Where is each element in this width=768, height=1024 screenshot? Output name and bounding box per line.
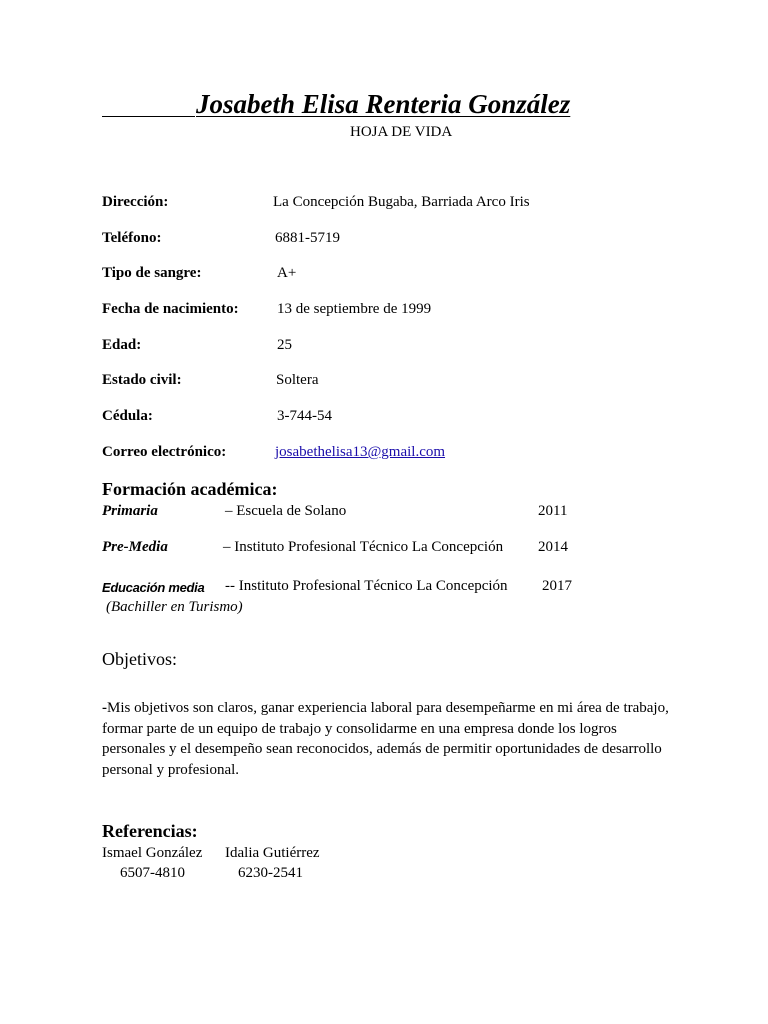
address-label: Dirección: (102, 194, 169, 210)
email-link[interactable]: josabethelisa13@gmail.com (275, 444, 446, 460)
birth-date-value: 13 de septiembre de 1999 (277, 301, 432, 317)
birth-date-label: Fecha de nacimiento: (102, 301, 239, 317)
education-year-primary: 2011 (538, 503, 568, 519)
objectives-heading: Objetivos: (102, 649, 177, 669)
marital-status-label: Estado civil: (102, 372, 182, 388)
id-card-value: 3-744-54 (277, 408, 332, 424)
education-heading: Formación académica: (102, 479, 278, 499)
reference-phone-1: 6507-4810 (120, 865, 185, 881)
education-year-premedia: 2014 (538, 539, 568, 555)
reference-name-1: Ismael González (102, 845, 203, 861)
document-subtitle: HOJA DE VIDA (350, 124, 453, 140)
age-value: 25 (277, 337, 292, 353)
objectives-paragraph (102, 698, 677, 780)
address-value: La Concepción Bugaba, Barriada Arco Iris (273, 194, 530, 210)
name-underline (102, 116, 195, 117)
education-year-media: 2017 (542, 578, 572, 594)
education-level-primary: Primaria (102, 503, 158, 519)
reference-phone-2: 6230-2541 (238, 865, 303, 881)
objectives-text: Mis objetivos son claros, ganar experiencia laboral para desempeñarme en mi área de trabajo, formar parte de un equipo de trabajo y consolidarme en una empresa donde los logros personales y el desempeño sean reconocidos, además de permitir oportunidades de desarrollo personal y profesional. (102, 700, 669, 778)
phone-value: 6881-5719 (275, 230, 340, 246)
reference-name-2: Idalia Gutiérrez (225, 845, 320, 861)
id-card-label: Cédula: (102, 408, 153, 424)
marital-status-value: Soltera (276, 372, 319, 388)
objectives-dash: - (102, 700, 107, 716)
references-heading: Referencias: (102, 821, 198, 841)
education-school-premedia: – Instituto Profesional Técnico La Concepción (223, 539, 504, 555)
blood-type-label: Tipo de sangre: (102, 265, 202, 281)
education-school-media: -- Instituto Profesional Técnico La Concepción (225, 578, 508, 594)
age-label: Edad: (102, 337, 142, 353)
education-level-media: Educación media (102, 580, 205, 595)
blood-type-value: A+ (277, 265, 297, 281)
education-note: (Bachiller en Turismo) (106, 599, 243, 615)
education-school-primary: – Escuela de Solano (225, 503, 347, 519)
page-title: Josabeth Elisa Renteria González (196, 89, 571, 119)
education-level-premedia: Pre-Media (102, 539, 168, 555)
phone-label: Teléfono: (102, 230, 162, 246)
email-label: Correo electrónico: (102, 444, 227, 460)
